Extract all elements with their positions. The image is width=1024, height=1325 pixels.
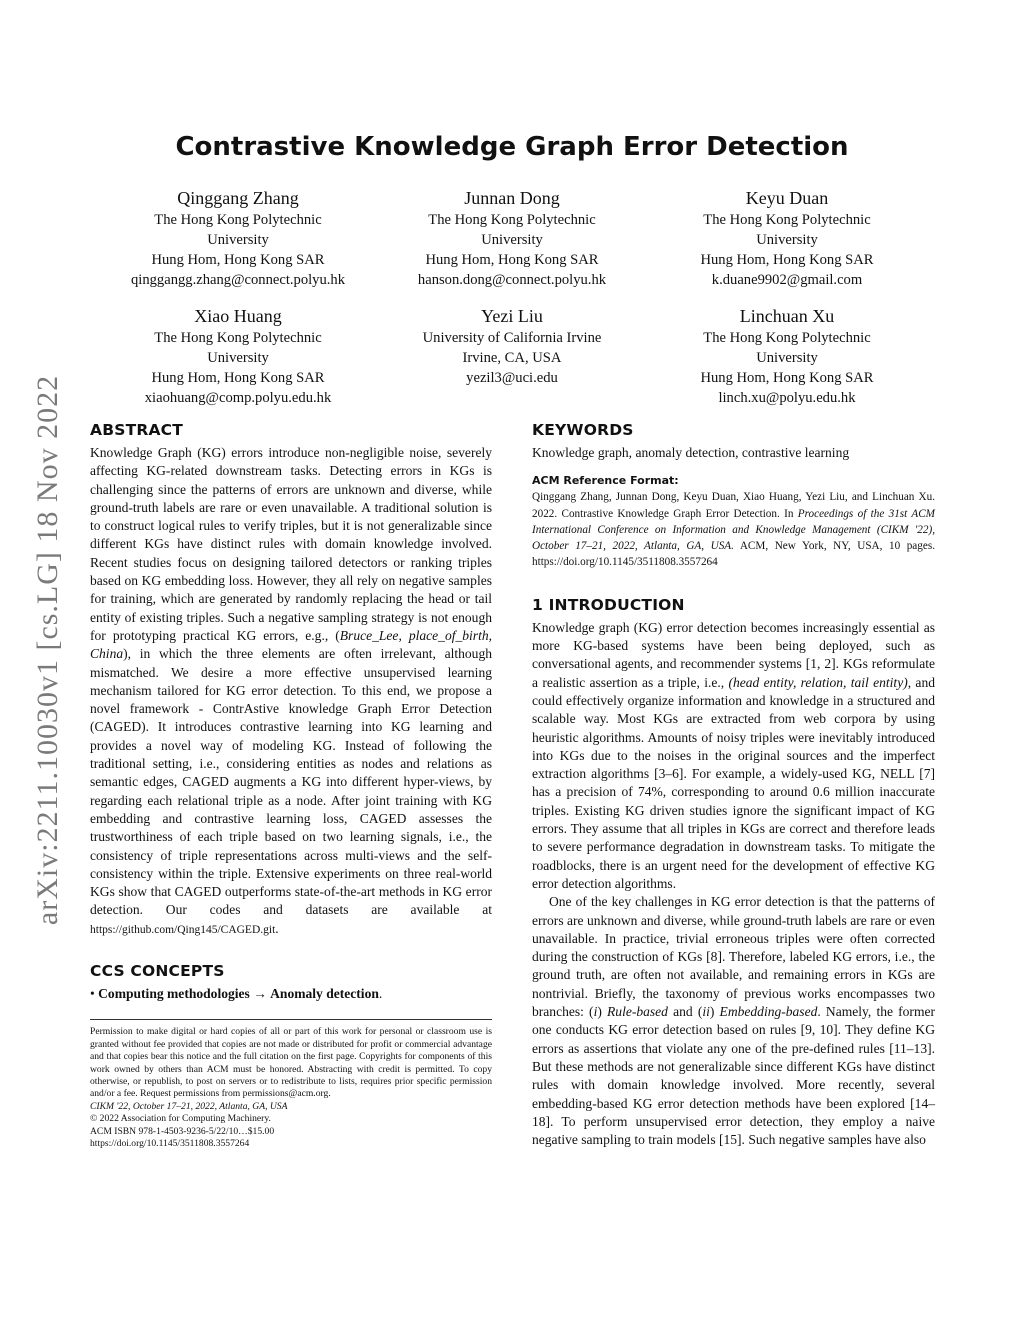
ccs-concept-primary: Computing methodologies [98,986,250,1002]
author-block [367,186,657,290]
author-email: qinggangg.zhang@connect.polyu.hk [130,272,346,288]
author-email: hanson.dong@connect.polyu.hk [417,272,607,288]
reference-format-text [532,489,935,570]
author-affiliation: University [756,232,818,248]
author-block [642,186,932,290]
author-email: yezil3@uci.edu [466,370,558,386]
ccs-concepts-text [90,985,492,1003]
right-column [532,418,935,1149]
ccs-concept-secondary: Anomaly detection [270,986,379,1002]
reference-format-heading: ACM Reference Format: [532,474,679,488]
keywords-text: Knowledge graph, anomaly detection, contrastive learning [532,445,850,460]
author-name: Xiao Huang [194,306,282,326]
author-affiliation: University of California Irvine [422,330,602,346]
intro-paragraph [532,893,935,1149]
ccs-concepts-heading: CCS CONCEPTS [90,962,225,981]
branch-embedding-based: Embedding-based [719,1004,818,1020]
intro-text-part: and ( [667,1004,703,1020]
arxiv-identifier-stamp: arXiv:2211.10030v1 [cs.LG] 18 Nov 2022 [31,374,64,926]
introduction-heading: 1 INTRODUCTION [532,595,685,614]
author-block [93,186,383,290]
paper-title: Contrastive Knowledge Graph Error Detection [175,132,849,162]
intro-text-part: ) [597,1004,608,1020]
author-location: Hung Hom, Hong Kong SAR [425,252,599,268]
intro-text-part: One of the key challenges in KG error detection is that the patterns of errors are unknown and diverse, while ground-truth labels are rare or even unavailable. In practice, trivial erroneous triples were often corrected during the construction of KGs [8]. Therefore, labeled KG errors, i.e., the ground truth, are often not available, and remaining errors in KGs are nontrivial. Briefly, the taxonomy of previous works encompasses two branches: ( [532,894,935,1020]
doi-link[interactable]: https://doi.org/10.1145/3511808.3557264 [90,1137,250,1149]
reference-proceedings: Proceedings of the 31st ACM International Conference on Information and Knowledge Management (CIKM '22), October 17–21, 2022, Atlanta, GA, USA. [532,507,935,553]
author-name: Qinggang Zhang [177,188,299,208]
isbn: ACM ISBN 978-1-4503-9236-5/22/10…$15.00 [90,1125,275,1137]
author-location: Hung Hom, Hong Kong SAR [700,252,874,268]
conference-venue [90,1101,492,1113]
footnote-divider [90,1019,492,1020]
abstract-text-part: . [275,920,279,936]
author-name: Junnan Dong [464,188,560,208]
author-affiliation: The Hong Kong Polytechnic [703,212,871,228]
author-name: Keyu Duan [745,188,829,208]
abstract-text-part: ), in which the three elements are often irrelevant, although mismatched. We desire a more effective unsupervised learning mechanism tailored for KG error detection. To this end, we propose a novel framework - ContrAstive knowledge Graph Error Detection (CAGED). It introduces contrastive learning into KG learning and provides a novel way of modeling KG. Instead of following the traditional setting, i.e., considering entities as nodes and relations as semantic edges, CAGED augments a KG into different hyper-views, by regarding each relational triple as a node. After joint training with KG embedding and contrastive learning loss, CAGED assesses the trustworthiness of each triple based on two learning signals, i.e., the consistency of triple representations across multi-views and the self-consistency within the triple. Extensive experiments on three real-world KGs show that CAGED outperforms state-of-the-art methods in KG error detection. Our codes and datasets are available at [90,646,492,918]
copyright-notice: © 2022 Association for Computing Machinery. [90,1113,271,1125]
author-affiliation: The Hong Kong Polytechnic [703,330,871,346]
bullet: • [90,986,95,1002]
permission-notice: Permission to make digital or hard copies of all or part of this work for personal or classroom use is granted without fee provided that copies are not made or distributed for profit or commercial advantage and that copies bear this notice and the full citation on the first page. Copyrights for components of this work owned by others than ACM must be honored. Abstracting with credit is permitted. To copy otherwise, or republish, to post on servers or to redistribute to lists, requires prior specific permission and/or a fee. Request permissions from permissions@acm.org. [90,1026,492,1100]
author-affiliation: The Hong Kong Polytechnic [154,212,322,228]
intro-text-part: ) [709,1004,720,1020]
author-affiliation: University [207,232,269,248]
triple-notation: (head entity, relation, tail entity) [728,674,908,690]
author-email: k.duane9902@gmail.com [711,272,863,288]
intro-text-part: , and could effectively organize information and knowledge in a structured and scalable way. Most KGs are extracted from web corpora by using heuristic algorithms. Amounts of noisy triples were inevitably introduced into KGs due to the noises in the original sources and the imperfect extraction algorithms [3–6]. For example, a widely-used KG, NELL [7] has a precision of 74%, corresponding to around 0.6 million inaccurate triples. Existing KG driven studies ignore the significant impact of KG errors. They assume that all triples in KGs are correct and therefore leads to severe performance degradation in downstream tasks. To mitigate the roadblocks, there is an urgent need for the development of effective KG error detection algorithms. [532,674,935,891]
enumeration-marker: ii [702,1004,710,1020]
author-affiliation: University [481,232,543,248]
branch-rule-based: Rule-based [607,1004,668,1020]
author-affiliation: University [207,350,269,366]
author-block [642,304,932,408]
intro-text-part: Knowledge graph (KG) error detection becomes increasingly essential as more KG-based systems have been being deployed, such as conversational agents, and recommender systems [1, 2]. KGs reformulate a realistic assertion as a triple, i.e., [532,619,935,690]
code-repository-link[interactable]: https://github.com/Qing145/CAGED.git [90,923,276,936]
abstract-heading: ABSTRACT [90,421,184,439]
author-location: Hung Hom, Hong Kong SAR [151,370,325,386]
author-name: Yezi Liu [481,306,543,326]
intro-text-part: . Namely, the former one conducts KG error detection based on rules [9, 10]. They define KG errors as assertions that violate any one of the pre-defined rules [11–13]. But these methods are not generalizable since different KGs have distinct rules with domain knowledge involved. More recently, several embedding-based KG error detection methods have been explored [14–18]. To perform unsupervised error detection, they employ a naive negative sampling to train models [15]. Such negative samples have also [532,1004,936,1148]
author-email: linch.xu@polyu.edu.hk [718,390,856,406]
author-name: Linchuan Xu [739,306,835,326]
arrow-icon: → [253,986,267,1002]
author-location: Hung Hom, Hong Kong SAR [151,252,325,268]
abstract-text [90,444,492,939]
introduction-text [532,619,935,1150]
abstract-text-part: Knowledge Graph (KG) errors introduce non-negligible noise, severely affecting KG-related downstream tasks. Detecting errors in KGs is challenging since the patterns of errors are unknown and diverse, while ground-truth labels are rare or even unavailable. A traditional solution is to construct logical rules to verify triples, but it is not generalizable since different KGs have distinct rules with domain knowledge involved. Recent studies focus on designing tailored detectors or ranking triples based on KG embedding loss. However, they all rely on negative samples for training, which are generated by randomly replacing the head or tail entity of existing triples. Such a negative sampling strategy is not enough for prototyping practical KG errors, e.g., ( [90,445,492,643]
abstract-example-triple: Bruce_Lee, place_of_birth, China [90,627,493,662]
author-affiliation: The Hong Kong Polytechnic [154,330,322,346]
author-block [367,304,657,388]
author-location: Hung Hom, Hong Kong SAR [700,370,874,386]
footnote-block [90,1019,492,1150]
left-column [90,418,492,1150]
enumeration-marker: i [593,1004,598,1020]
author-affiliation: University [756,350,818,366]
punctuation: . [378,986,383,1002]
author-email: xiaohuang@comp.polyu.edu.hk [144,390,332,406]
author-affiliation: Irvine, CA, USA [462,350,562,366]
keywords-heading: KEYWORDS [532,421,634,439]
reference-text-part: Qinggang Zhang, Junnan Dong, Keyu Duan, Xiao Huang, Yezi Liu, and Linchuan Xu. 2022. Contrastive Knowledge Graph Error Detection. In [532,491,935,520]
intro-paragraph [532,619,935,893]
reference-text-part: ACM, New York, NY, USA, 10 pages. https://doi.org/10.1145/3511808.3557264 [532,540,935,569]
venue-text: CIKM '22, October 17–21, 2022, Atlanta, GA, USA [90,1100,288,1112]
author-block [93,304,383,408]
author-affiliation: The Hong Kong Polytechnic [428,212,596,228]
